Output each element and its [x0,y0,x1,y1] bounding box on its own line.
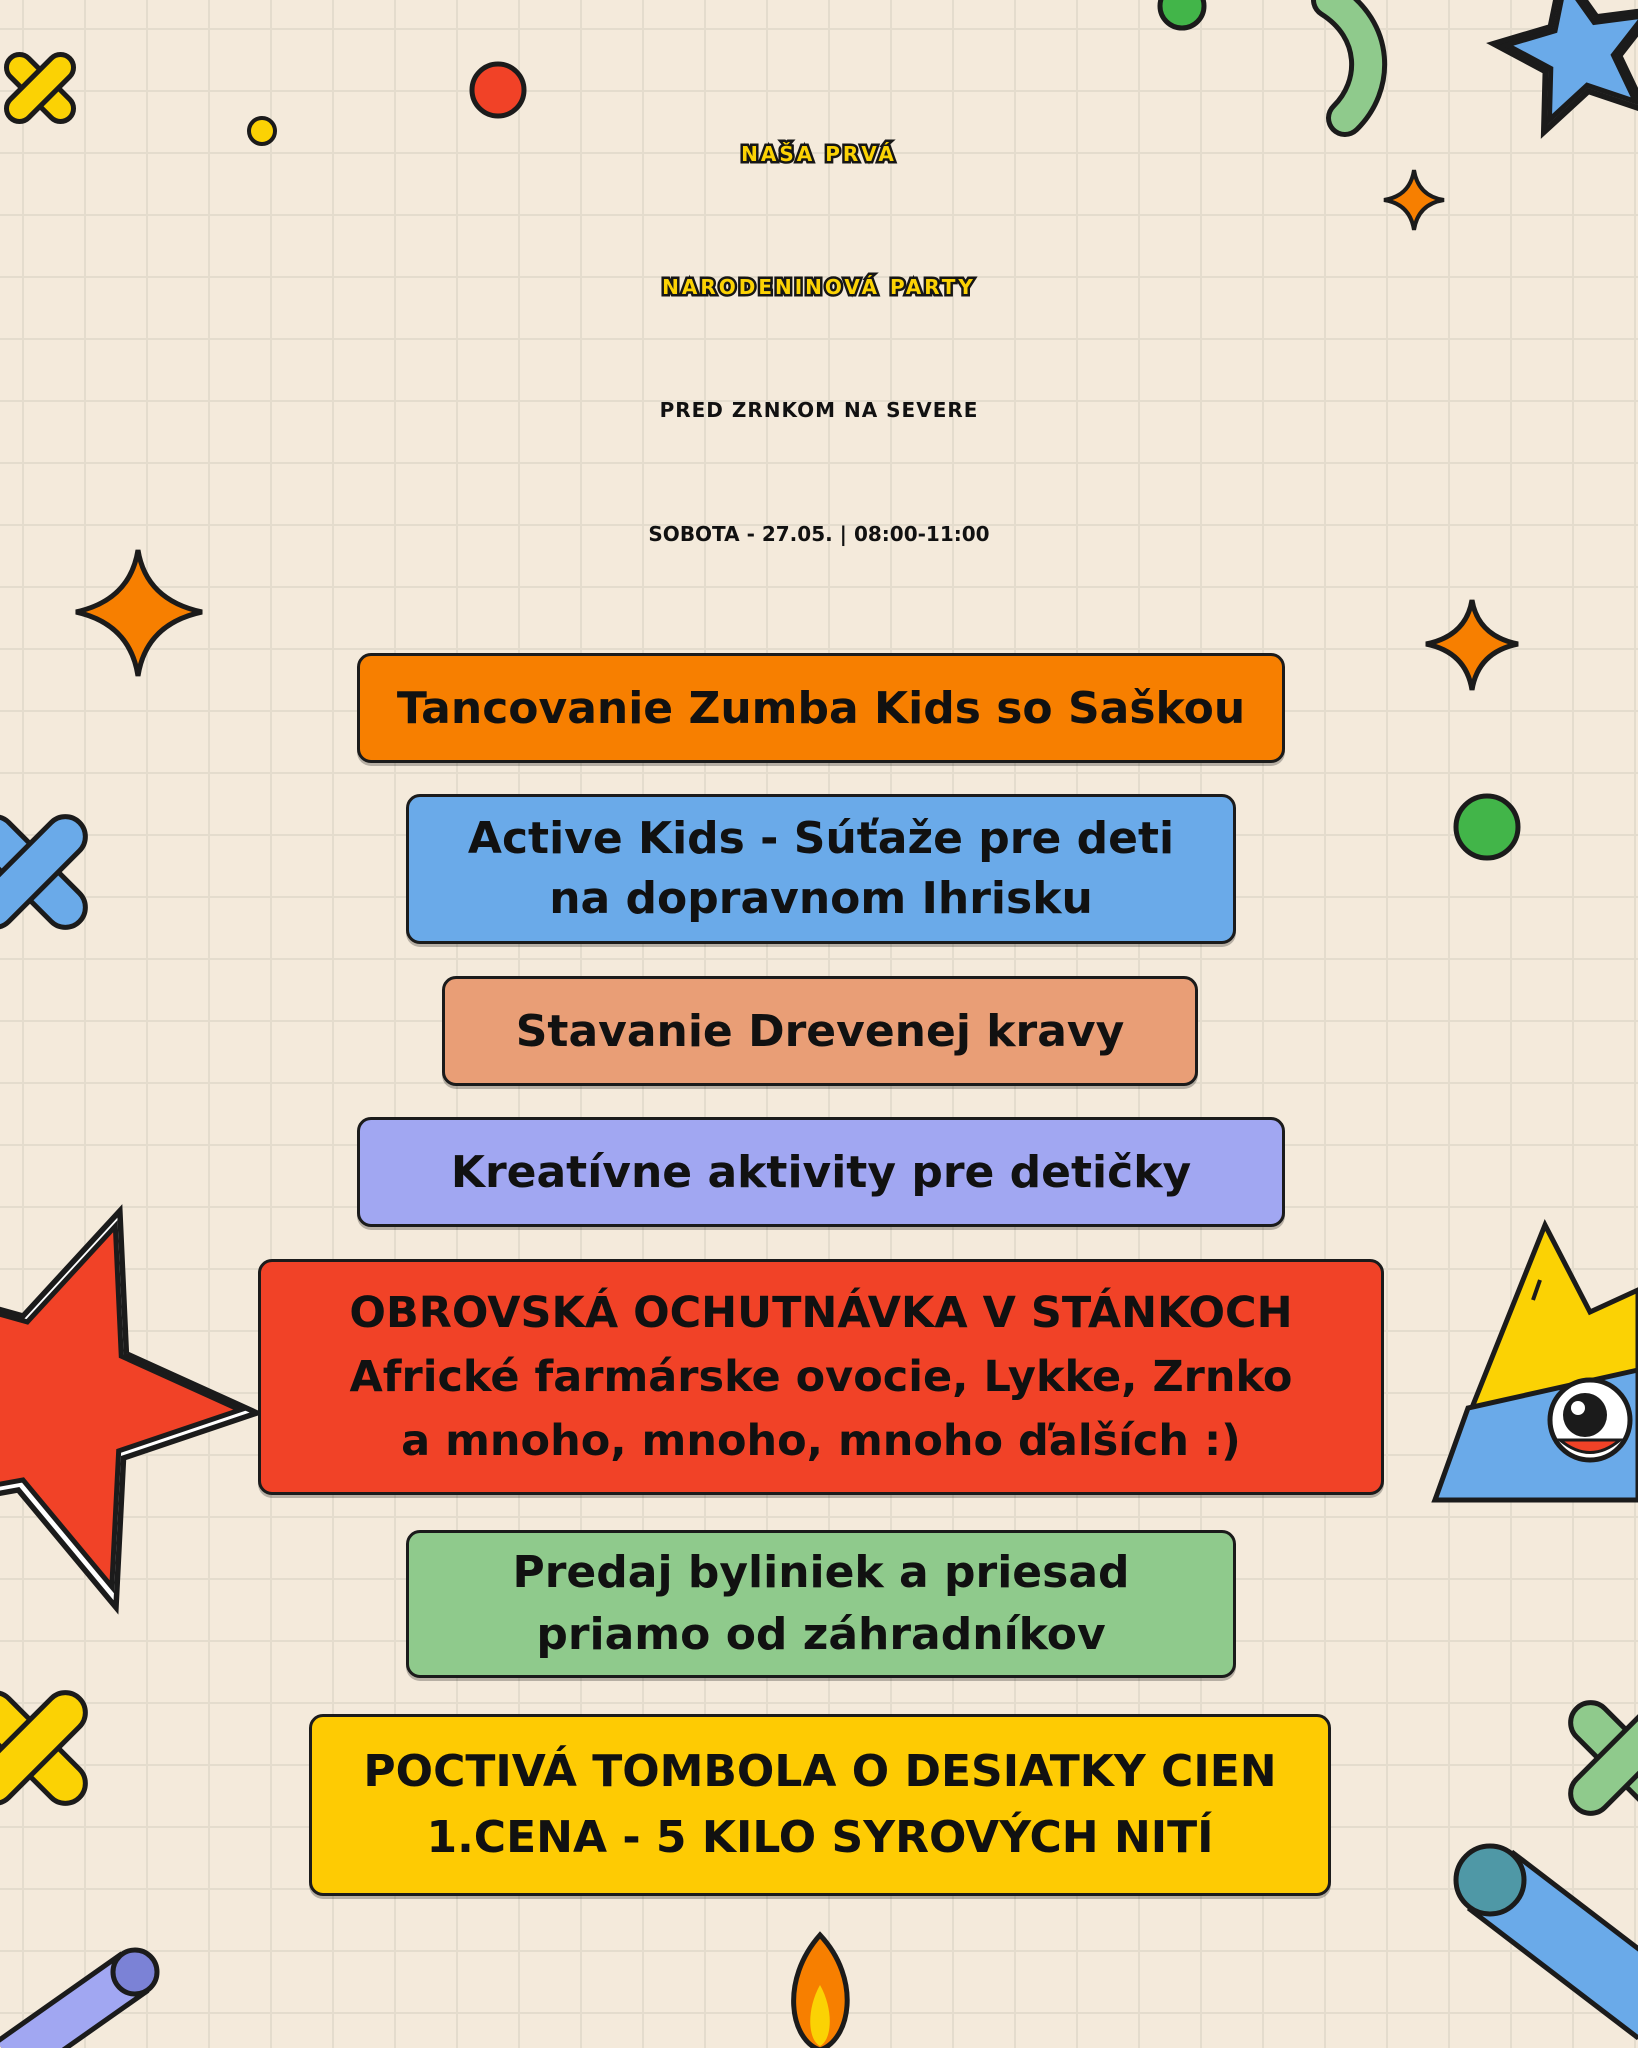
activity-text: POCTIVÁ TOMBOLA O DESIATKY CIEN [363,1746,1277,1797]
date-time-line: SOBOTA - 27.05. | 08:00-11:00 [648,522,990,546]
green-x-cross-icon [1527,1659,1638,1857]
activity-text: Stavanie Drevenej kravy [515,1005,1125,1057]
blue-star-icon [1482,0,1638,138]
title-line-1: NAŠA PRVÁ [741,142,897,166]
orange-sparkle-small-icon [1384,170,1444,230]
activity-zumba [357,653,1285,763]
activity-active-kids [406,794,1236,944]
activity-text: OBROVSKÁ OCHUTNÁVKA V STÁNKOCH [349,1288,1293,1338]
red-dot-icon [472,64,524,116]
activity-wooden-cow [442,976,1198,1086]
flame-icon [794,1935,848,2048]
orange-sparkle-right-icon [1426,600,1518,690]
yellow-x-cross-bottom-icon [0,1649,129,1847]
activity-text: Active Kids - Súťaže pre deti [467,813,1175,864]
activity-herbs [406,1530,1236,1678]
title-line-2: NARODENINOVÁ PARTY [662,275,976,299]
lavender-tube-icon [10,1950,157,2048]
crown-monster-icon [1435,1225,1638,1500]
activity-text: 1.CENA - 5 KILO SYROVÝCH NITÍ [426,1812,1214,1863]
activity-text: Kreatívne aktivity pre detičky [450,1146,1192,1198]
activity-text: Tancovanie Zumba Kids so Saškou [396,682,1246,734]
green-dot-top-icon [1160,0,1204,28]
green-dot-right-icon [1456,796,1518,858]
yellow-dot-icon [249,118,275,144]
activity-text: Africké farmárske ovocie, Lykke, Zrnko [349,1352,1293,1402]
activity-tasting [258,1259,1384,1495]
yellow-x-cross-icon [0,29,99,148]
orange-sparkle-left-icon [76,550,202,676]
subtitle: PRED ZRNKOM NA SEVERE [659,398,979,422]
activity-text: priamo od záhradníkov [536,1609,1106,1660]
activity-text: na dopravnom Ihrisku [549,873,1093,924]
blue-tube-icon [1456,1846,1638,2010]
activity-tombola [309,1714,1331,1896]
activity-creative [357,1117,1285,1227]
activity-text: a mnoho, mnoho, mnoho ďalších :) [401,1416,1241,1466]
blue-x-cross-icon [0,773,129,971]
activity-text: Predaj byliniek a priesad [512,1547,1130,1598]
